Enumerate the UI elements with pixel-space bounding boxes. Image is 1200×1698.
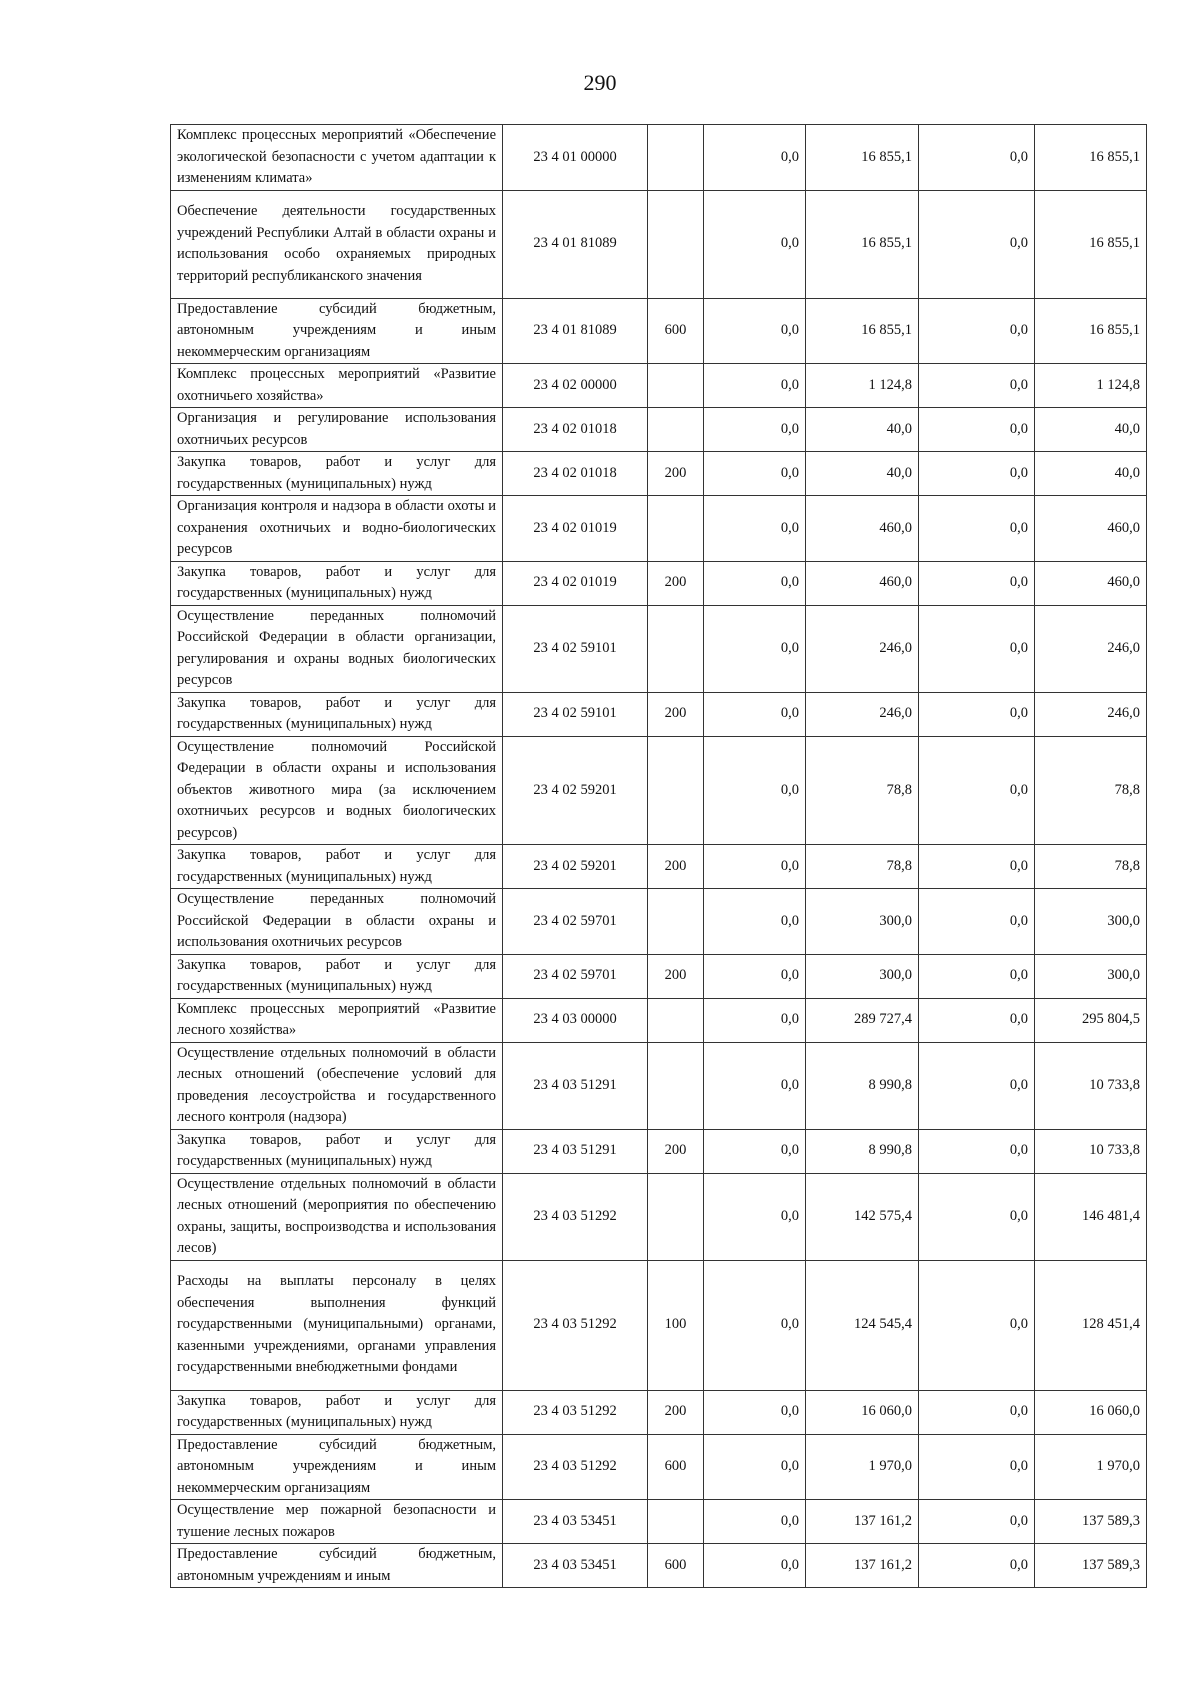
cell-value-1: 0,0 [704, 954, 806, 998]
table-row [171, 605, 1147, 692]
cell-name: Предоставление субсидий бюджетным, автономным учреждениям и иным некоммерческим организациям [171, 298, 503, 364]
cell-value-2: 8 990,8 [806, 1129, 919, 1173]
table-row [171, 1544, 1147, 1588]
cell-code: 23 4 02 00000 [503, 364, 648, 408]
cell-value-1: 0,0 [704, 408, 806, 452]
table-body [171, 125, 1147, 1588]
cell-value-1: 0,0 [704, 125, 806, 191]
cell-value-3: 0,0 [919, 1390, 1035, 1434]
cell-value-2: 460,0 [806, 561, 919, 605]
cell-expense-type: 100 [648, 1260, 704, 1390]
table-row [171, 736, 1147, 845]
cell-value-4: 16 855,1 [1035, 298, 1147, 364]
cell-expense-type [648, 998, 704, 1042]
table-row [171, 845, 1147, 889]
cell-name: Закупка товаров, работ и услуг для государственных (муниципальных) нужд [171, 561, 503, 605]
cell-value-3: 0,0 [919, 845, 1035, 889]
cell-value-4: 78,8 [1035, 736, 1147, 845]
cell-value-1: 0,0 [704, 736, 806, 845]
cell-code: 23 4 03 51292 [503, 1390, 648, 1434]
table-row [171, 1434, 1147, 1500]
cell-name: Комплекс процессных мероприятий «Обеспечение экологической безопасности с учетом адаптации к изменениям климата» [171, 125, 503, 191]
cell-value-3: 0,0 [919, 954, 1035, 998]
cell-code: 23 4 02 01018 [503, 452, 648, 496]
cell-value-4: 246,0 [1035, 605, 1147, 692]
cell-value-3: 0,0 [919, 408, 1035, 452]
cell-value-2: 300,0 [806, 889, 919, 955]
cell-code: 23 4 03 53451 [503, 1544, 648, 1588]
cell-name: Обеспечение деятельности государственных учреждений Республики Алтай в области охраны и использования особо охраняемых природных территорий республиканского значения [171, 190, 503, 298]
cell-value-2: 137 161,2 [806, 1500, 919, 1544]
cell-expense-type: 600 [648, 1544, 704, 1588]
cell-value-4: 1 970,0 [1035, 1434, 1147, 1500]
cell-value-3: 0,0 [919, 190, 1035, 298]
cell-code: 23 4 02 01019 [503, 496, 648, 562]
cell-expense-type [648, 889, 704, 955]
cell-code: 23 4 02 59701 [503, 954, 648, 998]
budget-table [170, 124, 1147, 1588]
cell-value-1: 0,0 [704, 1390, 806, 1434]
cell-value-3: 0,0 [919, 1500, 1035, 1544]
cell-name: Закупка товаров, работ и услуг для государственных (муниципальных) нужд [171, 452, 503, 496]
page-number: 290 [583, 70, 617, 95]
cell-value-4: 137 589,3 [1035, 1544, 1147, 1588]
cell-value-2: 289 727,4 [806, 998, 919, 1042]
cell-value-2: 124 545,4 [806, 1260, 919, 1390]
cell-value-2: 8 990,8 [806, 1042, 919, 1129]
cell-name: Закупка товаров, работ и услуг для государственных (муниципальных) нужд [171, 954, 503, 998]
cell-expense-type [648, 1173, 704, 1260]
cell-value-1: 0,0 [704, 190, 806, 298]
cell-value-1: 0,0 [704, 298, 806, 364]
cell-name: Закупка товаров, работ и услуг для государственных (муниципальных) нужд [171, 1129, 503, 1173]
table-row [171, 954, 1147, 998]
cell-value-2: 1 124,8 [806, 364, 919, 408]
table-row [171, 496, 1147, 562]
cell-value-1: 0,0 [704, 1173, 806, 1260]
cell-name: Предоставление субсидий бюджетным, автономным учреждениям и иным [171, 1544, 503, 1588]
cell-name: Закупка товаров, работ и услуг для государственных (муниципальных) нужд [171, 845, 503, 889]
cell-value-3: 0,0 [919, 1260, 1035, 1390]
cell-value-2: 300,0 [806, 954, 919, 998]
cell-expense-type: 200 [648, 1390, 704, 1434]
cell-value-1: 0,0 [704, 1544, 806, 1588]
cell-value-2: 16 855,1 [806, 190, 919, 298]
cell-name: Осуществление переданных полномочий Российской Федерации в области охраны и использования охотничьих ресурсов [171, 889, 503, 955]
cell-value-4: 16 855,1 [1035, 125, 1147, 191]
table-row [171, 1390, 1147, 1434]
cell-name: Комплекс процессных мероприятий «Развитие лесного хозяйства» [171, 998, 503, 1042]
table-row [171, 1042, 1147, 1129]
cell-value-4: 16 060,0 [1035, 1390, 1147, 1434]
cell-name: Осуществление отдельных полномочий в области лесных отношений (обеспечение условий для проведения лесоустройства и государственного лесного контроля (надзора) [171, 1042, 503, 1129]
cell-name: Предоставление субсидий бюджетным, автономным учреждениям и иным некоммерческим организациям [171, 1434, 503, 1500]
cell-expense-type [648, 364, 704, 408]
table-row [171, 452, 1147, 496]
table-row [171, 190, 1147, 298]
cell-value-1: 0,0 [704, 845, 806, 889]
cell-expense-type: 200 [648, 692, 704, 736]
cell-value-2: 142 575,4 [806, 1173, 919, 1260]
cell-expense-type [648, 190, 704, 298]
cell-value-3: 0,0 [919, 364, 1035, 408]
table-row [171, 364, 1147, 408]
cell-code: 23 4 02 59101 [503, 605, 648, 692]
cell-value-4: 460,0 [1035, 561, 1147, 605]
cell-name: Организация и регулирование использования охотничьих ресурсов [171, 408, 503, 452]
cell-code: 23 4 03 51292 [503, 1434, 648, 1500]
cell-expense-type [648, 496, 704, 562]
cell-value-4: 300,0 [1035, 954, 1147, 998]
cell-code: 23 4 03 53451 [503, 1500, 648, 1544]
cell-name: Комплекс процессных мероприятий «Развитие охотничьего хозяйства» [171, 364, 503, 408]
cell-value-1: 0,0 [704, 1500, 806, 1544]
cell-value-3: 0,0 [919, 1042, 1035, 1129]
cell-code: 23 4 01 81089 [503, 190, 648, 298]
cell-value-4: 10 733,8 [1035, 1042, 1147, 1129]
table-row [171, 692, 1147, 736]
cell-value-3: 0,0 [919, 1434, 1035, 1500]
cell-value-3: 0,0 [919, 736, 1035, 845]
cell-value-3: 0,0 [919, 889, 1035, 955]
cell-code: 23 4 02 59701 [503, 889, 648, 955]
cell-expense-type [648, 1500, 704, 1544]
cell-value-1: 0,0 [704, 1434, 806, 1500]
cell-expense-type: 200 [648, 561, 704, 605]
cell-expense-type: 600 [648, 1434, 704, 1500]
cell-name: Осуществление отдельных полномочий в области лесных отношений (мероприятия по обеспечению охраны, защиты, воспроизводства и использования лесов) [171, 1173, 503, 1260]
cell-value-2: 78,8 [806, 736, 919, 845]
cell-value-2: 1 970,0 [806, 1434, 919, 1500]
cell-value-2: 16 855,1 [806, 125, 919, 191]
cell-expense-type: 600 [648, 298, 704, 364]
table-row [171, 408, 1147, 452]
cell-code: 23 4 03 51292 [503, 1260, 648, 1390]
cell-value-2: 460,0 [806, 496, 919, 562]
cell-value-2: 16 855,1 [806, 298, 919, 364]
cell-value-2: 137 161,2 [806, 1544, 919, 1588]
cell-name: Осуществление мер пожарной безопасности и тушение лесных пожаров [171, 1500, 503, 1544]
cell-expense-type [648, 605, 704, 692]
table-row [171, 1500, 1147, 1544]
cell-code: 23 4 03 51291 [503, 1129, 648, 1173]
cell-name: Организация контроля и надзора в области охоты и сохранения охотничьих и водно-биологических ресурсов [171, 496, 503, 562]
cell-value-1: 0,0 [704, 605, 806, 692]
cell-value-2: 78,8 [806, 845, 919, 889]
cell-name: Расходы на выплаты персоналу в целях обеспечения выполнения функций государственными (муниципальными) органами, казенными учреждениями, органами управления государственными внебюджетными фондами [171, 1260, 503, 1390]
cell-code: 23 4 03 51292 [503, 1173, 648, 1260]
table-row [171, 125, 1147, 191]
cell-value-1: 0,0 [704, 1129, 806, 1173]
cell-value-1: 0,0 [704, 692, 806, 736]
cell-name: Закупка товаров, работ и услуг для государственных (муниципальных) нужд [171, 692, 503, 736]
cell-value-4: 128 451,4 [1035, 1260, 1147, 1390]
table-row [171, 1129, 1147, 1173]
cell-expense-type [648, 1042, 704, 1129]
cell-name: Закупка товаров, работ и услуг для государственных (муниципальных) нужд [171, 1390, 503, 1434]
cell-expense-type: 200 [648, 954, 704, 998]
cell-code: 23 4 02 01018 [503, 408, 648, 452]
table-row [171, 298, 1147, 364]
cell-value-3: 0,0 [919, 998, 1035, 1042]
table-row [171, 561, 1147, 605]
cell-value-2: 16 060,0 [806, 1390, 919, 1434]
cell-value-4: 16 855,1 [1035, 190, 1147, 298]
cell-value-3: 0,0 [919, 1173, 1035, 1260]
cell-value-1: 0,0 [704, 452, 806, 496]
cell-expense-type [648, 736, 704, 845]
cell-value-4: 10 733,8 [1035, 1129, 1147, 1173]
cell-value-1: 0,0 [704, 561, 806, 605]
cell-value-4: 78,8 [1035, 845, 1147, 889]
cell-value-1: 0,0 [704, 998, 806, 1042]
cell-value-1: 0,0 [704, 889, 806, 955]
cell-expense-type: 200 [648, 1129, 704, 1173]
cell-value-1: 0,0 [704, 1042, 806, 1129]
cell-value-3: 0,0 [919, 298, 1035, 364]
cell-code: 23 4 02 59101 [503, 692, 648, 736]
cell-value-2: 246,0 [806, 605, 919, 692]
table-row [171, 1260, 1147, 1390]
cell-value-4: 40,0 [1035, 408, 1147, 452]
cell-value-1: 0,0 [704, 1260, 806, 1390]
cell-value-4: 146 481,4 [1035, 1173, 1147, 1260]
cell-value-1: 0,0 [704, 496, 806, 562]
cell-name: Осуществление переданных полномочий Российской Федерации в области организации, регулирования и охраны водных биологических ресурсов [171, 605, 503, 692]
cell-value-4: 40,0 [1035, 452, 1147, 496]
cell-value-1: 0,0 [704, 364, 806, 408]
cell-value-4: 295 804,5 [1035, 998, 1147, 1042]
cell-value-3: 0,0 [919, 1544, 1035, 1588]
cell-value-4: 137 589,3 [1035, 1500, 1147, 1544]
cell-value-4: 300,0 [1035, 889, 1147, 955]
cell-code: 23 4 02 01019 [503, 561, 648, 605]
cell-value-4: 460,0 [1035, 496, 1147, 562]
cell-value-3: 0,0 [919, 452, 1035, 496]
cell-value-4: 246,0 [1035, 692, 1147, 736]
cell-value-3: 0,0 [919, 605, 1035, 692]
cell-value-3: 0,0 [919, 125, 1035, 191]
cell-value-3: 0,0 [919, 1129, 1035, 1173]
cell-value-3: 0,0 [919, 561, 1035, 605]
cell-code: 23 4 01 00000 [503, 125, 648, 191]
cell-code: 23 4 03 51291 [503, 1042, 648, 1129]
cell-expense-type [648, 125, 704, 191]
cell-value-3: 0,0 [919, 692, 1035, 736]
cell-value-4: 1 124,8 [1035, 364, 1147, 408]
table-row [171, 998, 1147, 1042]
cell-expense-type: 200 [648, 845, 704, 889]
cell-value-3: 0,0 [919, 496, 1035, 562]
cell-code: 23 4 02 59201 [503, 736, 648, 845]
cell-value-2: 40,0 [806, 408, 919, 452]
table-row [171, 889, 1147, 955]
cell-code: 23 4 03 00000 [503, 998, 648, 1042]
cell-value-2: 246,0 [806, 692, 919, 736]
cell-expense-type [648, 408, 704, 452]
cell-name: Осуществление полномочий Российской Федерации в области охраны и использования объектов животного мира (за исключением охотничьих ресурсов и водных биологических ресурсов) [171, 736, 503, 845]
cell-value-2: 40,0 [806, 452, 919, 496]
cell-expense-type: 200 [648, 452, 704, 496]
cell-code: 23 4 02 59201 [503, 845, 648, 889]
table-row [171, 1173, 1147, 1260]
cell-code: 23 4 01 81089 [503, 298, 648, 364]
